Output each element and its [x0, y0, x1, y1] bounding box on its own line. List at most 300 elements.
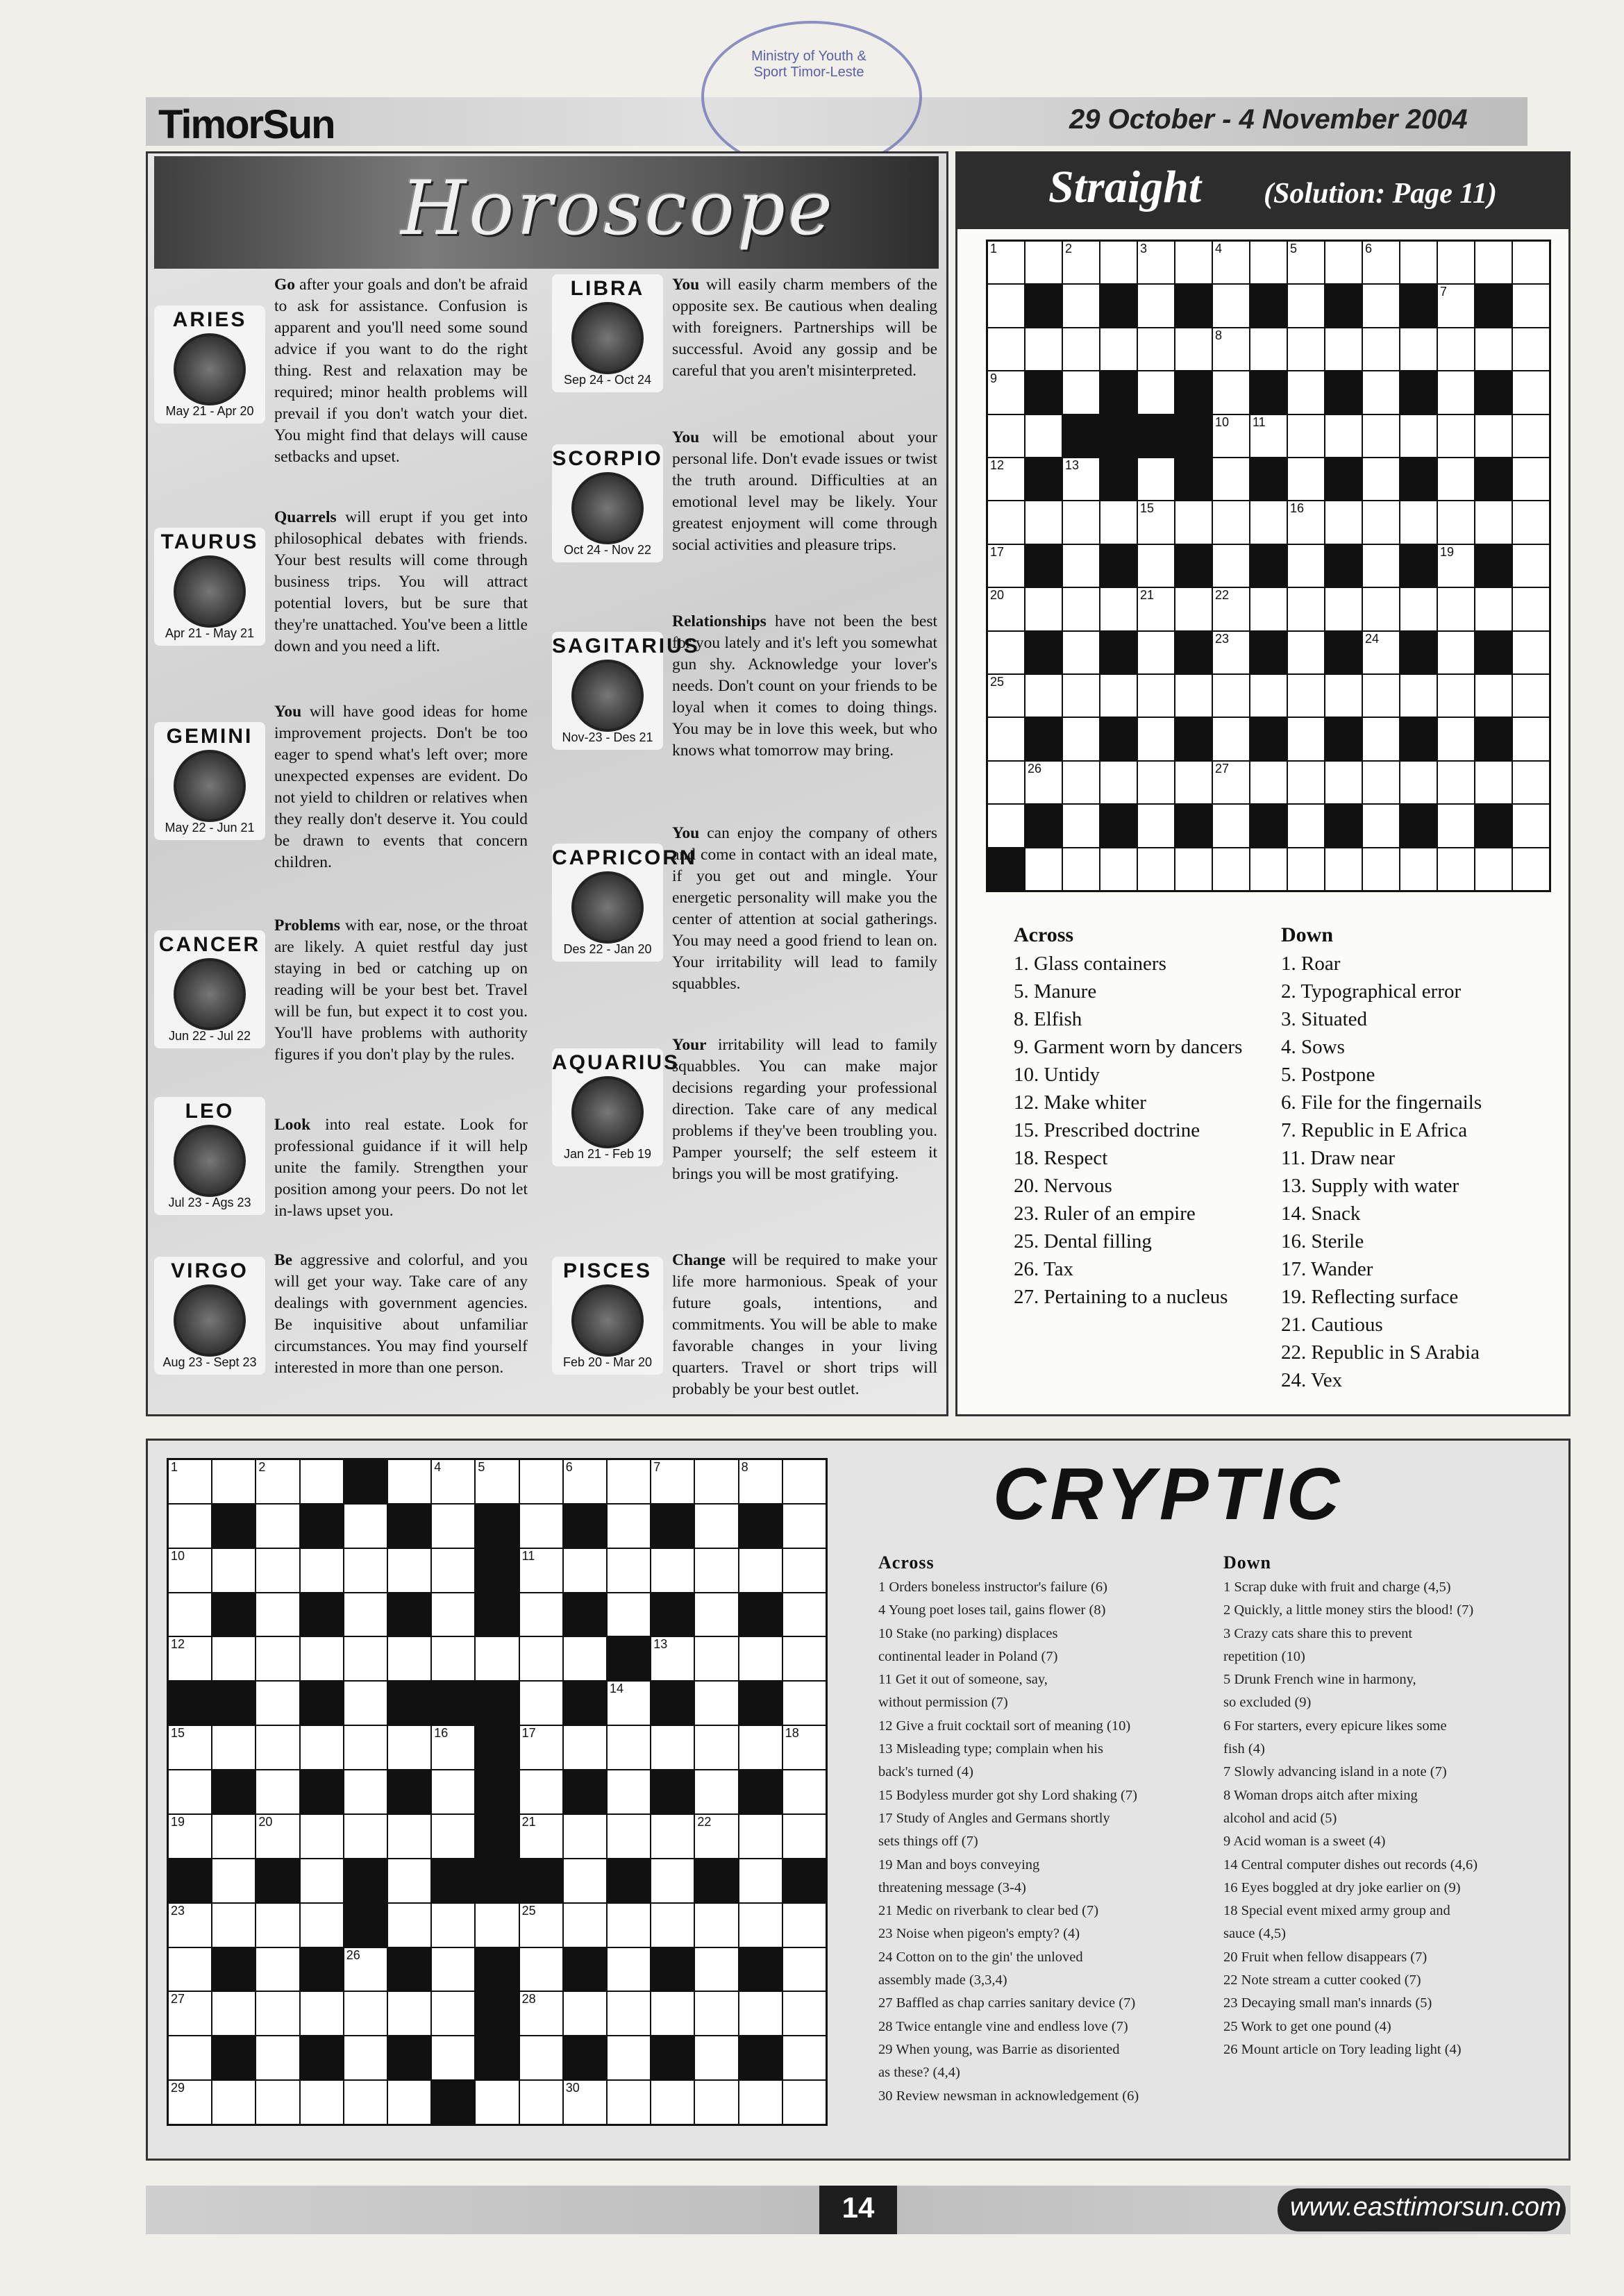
answer-square[interactable] — [739, 1904, 782, 1947]
answer-square[interactable] — [256, 1904, 299, 1947]
answer-square[interactable] — [1363, 848, 1399, 890]
answer-square[interactable] — [432, 1904, 474, 1947]
answer-square[interactable] — [988, 588, 1024, 630]
answer-square[interactable] — [388, 1637, 430, 1680]
answer-square[interactable] — [212, 1726, 255, 1769]
answer-square[interactable] — [1400, 588, 1437, 630]
answer-square[interactable] — [1175, 588, 1212, 630]
answer-square[interactable] — [432, 2036, 474, 2079]
answer-square[interactable] — [1513, 762, 1549, 803]
answer-square[interactable] — [256, 1593, 299, 1636]
answer-square[interactable] — [1288, 805, 1324, 846]
answer-square[interactable] — [1438, 371, 1474, 413]
answer-square[interactable] — [388, 1859, 430, 1902]
answer-square[interactable] — [1400, 762, 1437, 803]
answer-square[interactable] — [608, 1549, 650, 1592]
answer-square[interactable] — [388, 1549, 430, 1592]
answer-square[interactable] — [344, 1593, 387, 1636]
answer-square[interactable] — [344, 1948, 387, 1991]
answer-square[interactable] — [212, 1549, 255, 1592]
answer-square[interactable] — [695, 2036, 737, 2079]
answer-square[interactable] — [1513, 632, 1549, 673]
answer-square[interactable] — [212, 1637, 255, 1680]
answer-square[interactable] — [1475, 328, 1512, 370]
answer-square[interactable] — [432, 1637, 474, 1680]
answer-square[interactable] — [301, 1726, 343, 1769]
answer-square[interactable] — [344, 1815, 387, 1858]
answer-square[interactable] — [988, 328, 1024, 370]
answer-square[interactable] — [169, 2036, 211, 2079]
answer-square[interactable] — [1400, 675, 1437, 717]
answer-square[interactable] — [695, 1815, 737, 1858]
answer-square[interactable] — [301, 2081, 343, 2124]
answer-square[interactable] — [651, 1815, 694, 1858]
answer-square[interactable] — [783, 1682, 826, 1725]
answer-square[interactable] — [1213, 415, 1249, 457]
answer-square[interactable] — [988, 285, 1024, 326]
answer-square[interactable] — [1063, 501, 1099, 543]
answer-square[interactable] — [1250, 848, 1287, 890]
answer-square[interactable] — [1475, 501, 1512, 543]
answer-square[interactable] — [520, 2081, 562, 2124]
answer-square[interactable] — [169, 1992, 211, 2035]
answer-square[interactable] — [1438, 328, 1474, 370]
answer-square[interactable] — [520, 1948, 562, 1991]
answer-square[interactable] — [520, 1505, 562, 1548]
answer-square[interactable] — [1325, 848, 1362, 890]
answer-square[interactable] — [651, 1904, 694, 1947]
answer-square[interactable] — [1438, 848, 1474, 890]
answer-square[interactable] — [1288, 328, 1324, 370]
answer-square[interactable] — [651, 1637, 694, 1680]
answer-square[interactable] — [988, 458, 1024, 500]
answer-square[interactable] — [1138, 328, 1174, 370]
answer-square[interactable] — [1288, 501, 1324, 543]
answer-square[interactable] — [1513, 285, 1549, 326]
answer-square[interactable] — [344, 1549, 387, 1592]
answer-square[interactable] — [1026, 415, 1062, 457]
answer-square[interactable] — [432, 1460, 474, 1503]
answer-square[interactable] — [256, 1770, 299, 1813]
answer-square[interactable] — [1438, 458, 1474, 500]
answer-square[interactable] — [212, 1815, 255, 1858]
answer-square[interactable] — [1213, 762, 1249, 803]
answer-square[interactable] — [1513, 805, 1549, 846]
answer-square[interactable] — [476, 1460, 518, 1503]
answer-square[interactable] — [564, 1815, 606, 1858]
answer-square[interactable] — [564, 2081, 606, 2124]
answer-square[interactable] — [1213, 501, 1249, 543]
answer-square[interactable] — [169, 1815, 211, 1858]
answer-square[interactable] — [344, 1682, 387, 1725]
answer-square[interactable] — [1363, 545, 1399, 587]
answer-square[interactable] — [520, 1904, 562, 1947]
answer-square[interactable] — [988, 501, 1024, 543]
answer-square[interactable] — [256, 1460, 299, 1503]
answer-square[interactable] — [1026, 762, 1062, 803]
answer-square[interactable] — [1288, 632, 1324, 673]
answer-square[interactable] — [783, 1904, 826, 1947]
answer-square[interactable] — [739, 1992, 782, 2035]
answer-square[interactable] — [564, 1992, 606, 2035]
answer-square[interactable] — [1438, 501, 1474, 543]
answer-square[interactable] — [1063, 545, 1099, 587]
answer-square[interactable] — [1063, 371, 1099, 413]
answer-square[interactable] — [1288, 718, 1324, 760]
answer-square[interactable] — [651, 1460, 694, 1503]
answer-square[interactable] — [1363, 632, 1399, 673]
answer-square[interactable] — [1063, 675, 1099, 717]
answer-square[interactable] — [1213, 545, 1249, 587]
answer-square[interactable] — [1100, 588, 1137, 630]
answer-square[interactable] — [739, 1549, 782, 1592]
answer-square[interactable] — [476, 2081, 518, 2124]
answer-square[interactable] — [608, 1948, 650, 1991]
answer-square[interactable] — [1250, 415, 1287, 457]
answer-square[interactable] — [1250, 588, 1287, 630]
answer-square[interactable] — [1213, 588, 1249, 630]
answer-square[interactable] — [1288, 762, 1324, 803]
answer-square[interactable] — [739, 1637, 782, 1680]
answer-square[interactable] — [608, 1460, 650, 1503]
answer-square[interactable] — [1063, 762, 1099, 803]
answer-square[interactable] — [1325, 675, 1362, 717]
answer-square[interactable] — [432, 1948, 474, 1991]
answer-square[interactable] — [1400, 501, 1437, 543]
answer-square[interactable] — [344, 1505, 387, 1548]
answer-square[interactable] — [1138, 848, 1174, 890]
answer-square[interactable] — [1513, 371, 1549, 413]
answer-square[interactable] — [1213, 675, 1249, 717]
answer-square[interactable] — [344, 1770, 387, 1813]
answer-square[interactable] — [783, 1637, 826, 1680]
answer-square[interactable] — [1175, 501, 1212, 543]
answer-square[interactable] — [1063, 242, 1099, 283]
answer-square[interactable] — [1175, 675, 1212, 717]
answer-square[interactable] — [1026, 501, 1062, 543]
answer-square[interactable] — [695, 2081, 737, 2124]
answer-square[interactable] — [1063, 285, 1099, 326]
answer-square[interactable] — [695, 1505, 737, 1548]
answer-square[interactable] — [256, 1549, 299, 1592]
answer-square[interactable] — [1438, 675, 1474, 717]
answer-square[interactable] — [1513, 718, 1549, 760]
answer-square[interactable] — [1363, 458, 1399, 500]
answer-square[interactable] — [1325, 242, 1362, 283]
answer-square[interactable] — [1250, 675, 1287, 717]
answer-square[interactable] — [1400, 848, 1437, 890]
answer-square[interactable] — [988, 632, 1024, 673]
answer-square[interactable] — [1138, 371, 1174, 413]
answer-square[interactable] — [1100, 848, 1137, 890]
answer-square[interactable] — [783, 1726, 826, 1769]
answer-square[interactable] — [739, 2081, 782, 2124]
answer-square[interactable] — [301, 1815, 343, 1858]
answer-square[interactable] — [169, 1637, 211, 1680]
answer-square[interactable] — [651, 1726, 694, 1769]
answer-square[interactable] — [1363, 415, 1399, 457]
answer-square[interactable] — [476, 1637, 518, 1680]
answer-square[interactable] — [1513, 848, 1549, 890]
answer-square[interactable] — [783, 1815, 826, 1858]
answer-square[interactable] — [1288, 588, 1324, 630]
answer-square[interactable] — [1138, 588, 1174, 630]
answer-square[interactable] — [344, 1637, 387, 1680]
answer-square[interactable] — [212, 1859, 255, 1902]
answer-square[interactable] — [1363, 242, 1399, 283]
answer-square[interactable] — [520, 1460, 562, 1503]
answer-square[interactable] — [169, 1460, 211, 1503]
answer-square[interactable] — [1213, 371, 1249, 413]
answer-square[interactable] — [1363, 371, 1399, 413]
answer-square[interactable] — [432, 1992, 474, 2035]
answer-square[interactable] — [1100, 675, 1137, 717]
answer-square[interactable] — [1513, 675, 1549, 717]
answer-square[interactable] — [783, 1770, 826, 1813]
answer-square[interactable] — [256, 1815, 299, 1858]
answer-square[interactable] — [1175, 328, 1212, 370]
answer-square[interactable] — [301, 1859, 343, 1902]
answer-square[interactable] — [1513, 545, 1549, 587]
website-link[interactable]: www.easttimorsun.com — [1290, 2193, 1562, 2222]
answer-square[interactable] — [1138, 458, 1174, 500]
answer-square[interactable] — [1363, 675, 1399, 717]
answer-square[interactable] — [1325, 588, 1362, 630]
answer-square[interactable] — [388, 2081, 430, 2124]
answer-square[interactable] — [651, 1992, 694, 2035]
answer-square[interactable] — [1438, 588, 1474, 630]
answer-square[interactable] — [256, 1726, 299, 1769]
answer-square[interactable] — [1250, 242, 1287, 283]
answer-square[interactable] — [651, 2081, 694, 2124]
answer-square[interactable] — [169, 1904, 211, 1947]
answer-square[interactable] — [783, 1948, 826, 1991]
answer-square[interactable] — [783, 2081, 826, 2124]
answer-square[interactable] — [212, 1460, 255, 1503]
answer-square[interactable] — [1400, 415, 1437, 457]
answer-square[interactable] — [1063, 632, 1099, 673]
answer-square[interactable] — [1363, 588, 1399, 630]
answer-square[interactable] — [301, 1460, 343, 1503]
answer-square[interactable] — [1325, 328, 1362, 370]
answer-square[interactable] — [520, 1682, 562, 1725]
answer-square[interactable] — [988, 718, 1024, 760]
answer-square[interactable] — [169, 1593, 211, 1636]
answer-square[interactable] — [256, 1992, 299, 2035]
answer-square[interactable] — [695, 1904, 737, 1947]
answer-square[interactable] — [1100, 501, 1137, 543]
answer-square[interactable] — [432, 1505, 474, 1548]
answer-square[interactable] — [1438, 762, 1474, 803]
answer-square[interactable] — [783, 1593, 826, 1636]
answer-square[interactable] — [1063, 328, 1099, 370]
answer-square[interactable] — [608, 1682, 650, 1725]
answer-square[interactable] — [256, 1682, 299, 1725]
answer-square[interactable] — [1325, 501, 1362, 543]
answer-square[interactable] — [1438, 545, 1474, 587]
answer-square[interactable] — [344, 1726, 387, 1769]
answer-square[interactable] — [520, 1637, 562, 1680]
straight-crossword-grid[interactable] — [986, 240, 1551, 892]
answer-square[interactable] — [1513, 415, 1549, 457]
answer-square[interactable] — [344, 1992, 387, 2035]
answer-square[interactable] — [1138, 545, 1174, 587]
answer-square[interactable] — [695, 1593, 737, 1636]
answer-square[interactable] — [1175, 242, 1212, 283]
answer-square[interactable] — [256, 1505, 299, 1548]
answer-square[interactable] — [783, 1549, 826, 1592]
answer-square[interactable] — [1475, 588, 1512, 630]
answer-square[interactable] — [1213, 805, 1249, 846]
answer-square[interactable] — [520, 1770, 562, 1813]
answer-square[interactable] — [608, 1505, 650, 1548]
answer-square[interactable] — [1475, 415, 1512, 457]
answer-square[interactable] — [608, 1815, 650, 1858]
answer-square[interactable] — [1513, 242, 1549, 283]
answer-square[interactable] — [388, 1726, 430, 1769]
answer-square[interactable] — [564, 1637, 606, 1680]
answer-square[interactable] — [1325, 762, 1362, 803]
cryptic-crossword-grid[interactable] — [167, 1458, 828, 2126]
answer-square[interactable] — [695, 1460, 737, 1503]
answer-square[interactable] — [520, 1593, 562, 1636]
answer-square[interactable] — [169, 1948, 211, 1991]
answer-square[interactable] — [169, 1770, 211, 1813]
answer-square[interactable] — [520, 1815, 562, 1858]
answer-square[interactable] — [1175, 762, 1212, 803]
answer-square[interactable] — [1288, 848, 1324, 890]
answer-square[interactable] — [695, 1726, 737, 1769]
answer-square[interactable] — [988, 762, 1024, 803]
answer-square[interactable] — [1438, 242, 1474, 283]
answer-square[interactable] — [256, 2081, 299, 2124]
answer-square[interactable] — [1213, 848, 1249, 890]
answer-square[interactable] — [256, 2036, 299, 2079]
answer-square[interactable] — [608, 1770, 650, 1813]
answer-square[interactable] — [1213, 718, 1249, 760]
answer-square[interactable] — [564, 1460, 606, 1503]
answer-square[interactable] — [651, 1549, 694, 1592]
answer-square[interactable] — [1100, 762, 1137, 803]
answer-square[interactable] — [651, 1859, 694, 1902]
answer-square[interactable] — [1026, 848, 1062, 890]
answer-square[interactable] — [212, 1992, 255, 2035]
answer-square[interactable] — [388, 1904, 430, 1947]
answer-square[interactable] — [739, 1460, 782, 1503]
answer-square[interactable] — [1063, 848, 1099, 890]
answer-square[interactable] — [432, 1815, 474, 1858]
answer-square[interactable] — [1513, 328, 1549, 370]
answer-square[interactable] — [1250, 328, 1287, 370]
answer-square[interactable] — [1288, 242, 1324, 283]
answer-square[interactable] — [1026, 588, 1062, 630]
answer-square[interactable] — [1288, 285, 1324, 326]
answer-square[interactable] — [476, 1904, 518, 1947]
answer-square[interactable] — [1026, 328, 1062, 370]
answer-square[interactable] — [1288, 371, 1324, 413]
answer-square[interactable] — [1138, 675, 1174, 717]
answer-square[interactable] — [1288, 458, 1324, 500]
answer-square[interactable] — [432, 1726, 474, 1769]
answer-square[interactable] — [1438, 415, 1474, 457]
answer-square[interactable] — [520, 1726, 562, 1769]
answer-square[interactable] — [988, 805, 1024, 846]
answer-square[interactable] — [608, 2036, 650, 2079]
answer-square[interactable] — [608, 1992, 650, 2035]
answer-square[interactable] — [1513, 588, 1549, 630]
answer-square[interactable] — [695, 1770, 737, 1813]
answer-square[interactable] — [1475, 848, 1512, 890]
answer-square[interactable] — [988, 675, 1024, 717]
answer-square[interactable] — [1438, 718, 1474, 760]
answer-square[interactable] — [739, 1859, 782, 1902]
answer-square[interactable] — [1250, 762, 1287, 803]
answer-square[interactable] — [1026, 675, 1062, 717]
answer-square[interactable] — [1138, 501, 1174, 543]
answer-square[interactable] — [301, 1992, 343, 2035]
answer-square[interactable] — [1213, 285, 1249, 326]
answer-square[interactable] — [988, 371, 1024, 413]
answer-square[interactable] — [1063, 588, 1099, 630]
answer-square[interactable] — [695, 1682, 737, 1725]
answer-square[interactable] — [1475, 762, 1512, 803]
answer-square[interactable] — [301, 1904, 343, 1947]
answer-square[interactable] — [432, 1549, 474, 1592]
answer-square[interactable] — [1400, 242, 1437, 283]
answer-square[interactable] — [520, 1549, 562, 1592]
answer-square[interactable] — [169, 1726, 211, 1769]
answer-square[interactable] — [1175, 848, 1212, 890]
answer-square[interactable] — [1438, 805, 1474, 846]
answer-square[interactable] — [1213, 458, 1249, 500]
answer-square[interactable] — [388, 1815, 430, 1858]
answer-square[interactable] — [1438, 285, 1474, 326]
answer-square[interactable] — [432, 1770, 474, 1813]
answer-square[interactable] — [695, 1948, 737, 1991]
answer-square[interactable] — [739, 1815, 782, 1858]
answer-square[interactable] — [1213, 328, 1249, 370]
answer-square[interactable] — [988, 415, 1024, 457]
answer-square[interactable] — [1063, 458, 1099, 500]
answer-square[interactable] — [1513, 458, 1549, 500]
answer-square[interactable] — [783, 2036, 826, 2079]
answer-square[interactable] — [739, 1726, 782, 1769]
answer-square[interactable] — [608, 1726, 650, 1769]
answer-square[interactable] — [988, 545, 1024, 587]
answer-square[interactable] — [1288, 675, 1324, 717]
answer-square[interactable] — [564, 1859, 606, 1902]
answer-square[interactable] — [1363, 762, 1399, 803]
answer-square[interactable] — [1138, 805, 1174, 846]
answer-square[interactable] — [388, 1460, 430, 1503]
answer-square[interactable] — [564, 1904, 606, 1947]
answer-square[interactable] — [169, 2081, 211, 2124]
answer-square[interactable] — [1363, 805, 1399, 846]
answer-square[interactable] — [1063, 805, 1099, 846]
answer-square[interactable] — [1100, 328, 1137, 370]
answer-square[interactable] — [169, 1549, 211, 1592]
answer-square[interactable] — [988, 242, 1024, 283]
answer-square[interactable] — [1475, 242, 1512, 283]
answer-square[interactable] — [1213, 632, 1249, 673]
answer-square[interactable] — [301, 1637, 343, 1680]
answer-square[interactable] — [344, 2081, 387, 2124]
answer-square[interactable] — [1363, 285, 1399, 326]
answer-square[interactable] — [1363, 718, 1399, 760]
answer-square[interactable] — [344, 2036, 387, 2079]
answer-square[interactable] — [1475, 675, 1512, 717]
answer-square[interactable] — [564, 1726, 606, 1769]
